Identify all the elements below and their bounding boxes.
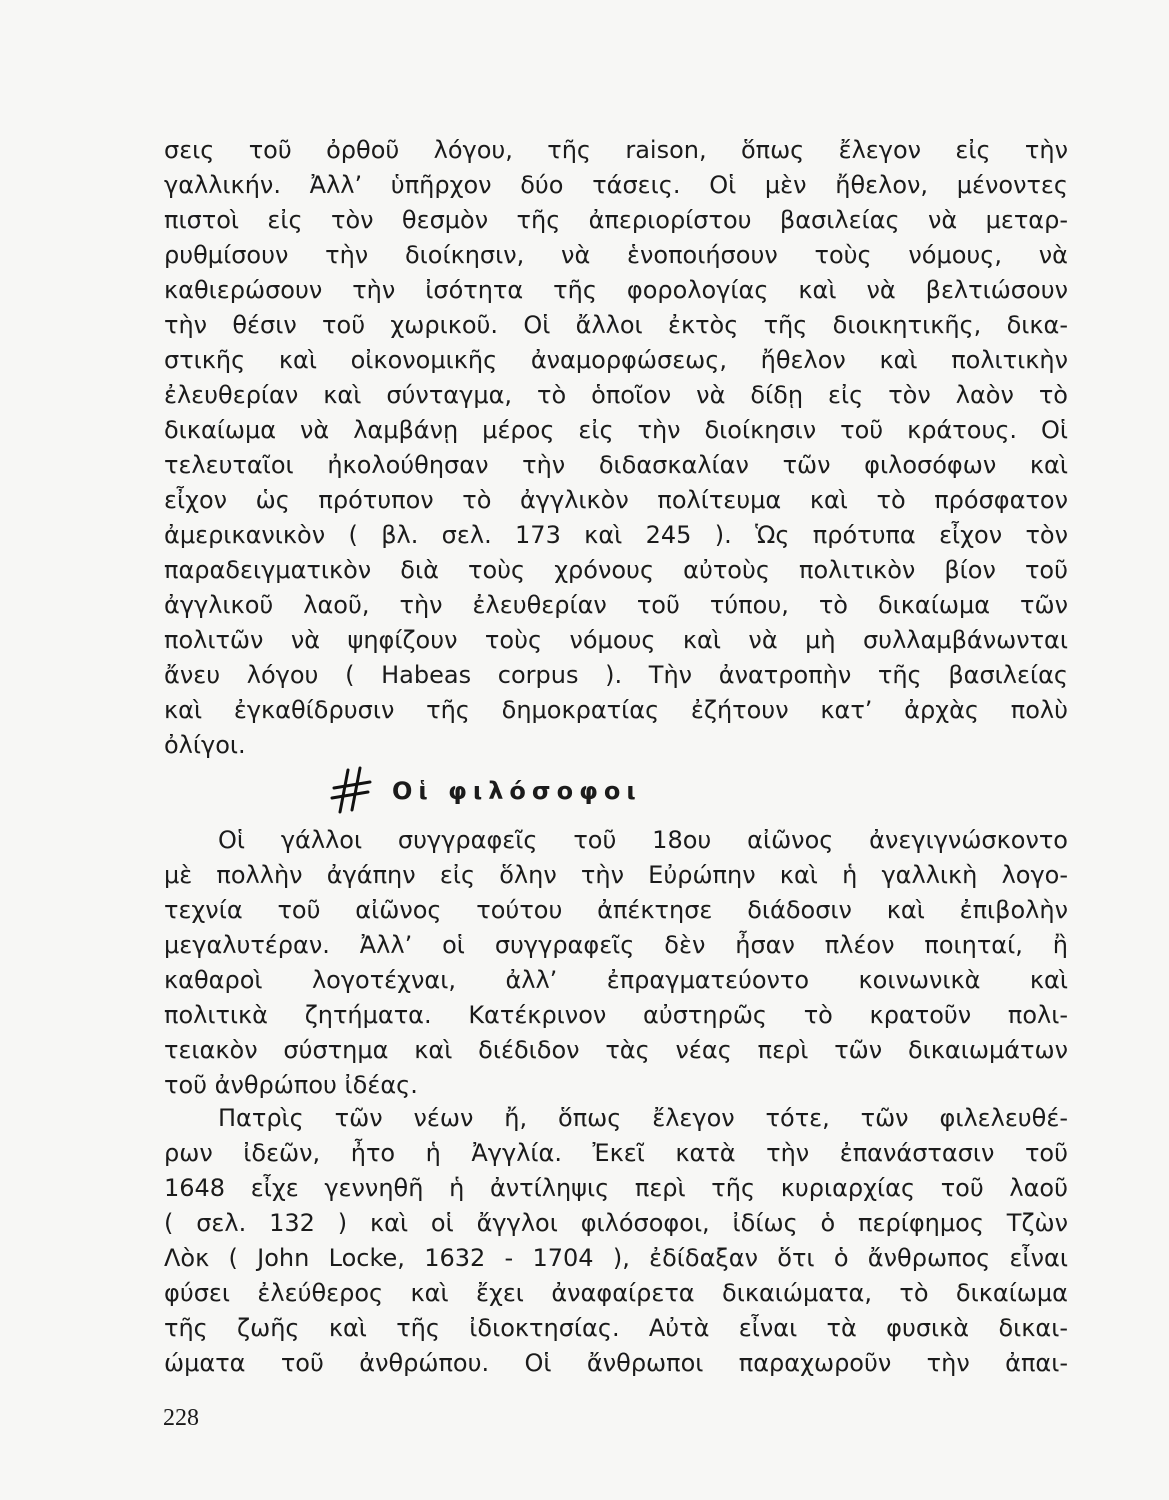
text-line: πολιτικὰ ζητήματα. Κατέκρινον αὐστηρῶς τὸ κρατοῦν πολι- (164, 1001, 1068, 1029)
hash-mark-icon (330, 766, 376, 816)
text-line: παραδειγματικὸν διὰ τοὺς χρόνους αὐτοὺς πολιτικὸν βίον τοῦ (164, 556, 1068, 584)
text-line: ἀμερικανικὸν ( βλ. σελ. 173 καὶ 245 ). Ὡς πρότυπα εἶχον τὸν (164, 521, 1068, 549)
section-heading (330, 766, 642, 816)
text-line: Πατρὶς τῶν νέων ἤ, ὅπως ἔλεγον τότε, τῶν φιλελευθέ- (218, 1104, 1068, 1132)
text-line: καθαροὶ λογοτέχναι, ἀλλ’ ἐπραγματεύοντο κοινωνικὰ καὶ (164, 966, 1068, 994)
text-line: 1648 εἶχε γεννηθῆ ἡ ἀντίληψις περὶ τῆς κυριαρχίας τοῦ λαοῦ (164, 1174, 1068, 1202)
text-line: ἄνευ λόγου ( Habeas corpus ). Τὴν ἀνατροπὴν τῆς βασιλείας (164, 661, 1068, 689)
text-line: ( σελ. 132 ) καὶ οἱ ἄγγλοι φιλόσοφοι, ἰδίως ὁ περίφημος Τζὼν (164, 1209, 1068, 1237)
text-line: πιστοὶ εἰς τὸν θεσμὸν τῆς ἀπεριορίστου βασιλείας νὰ μεταρ- (164, 206, 1068, 234)
text-line: φύσει ἐλεύθερος καὶ ἔχει ἀναφαίρετα δικαιώματα, τὸ δικαίωμα (164, 1279, 1068, 1307)
text-line: τελευταῖοι ἠκολούθησαν τὴν διδασκαλίαν τῶν φιλοσόφων καὶ (164, 451, 1068, 479)
text-line: ρων ἰδεῶν, ἦτο ἡ Ἀγγλία. Ἐκεῖ κατὰ τὴν ἐπανάστασιν τοῦ (164, 1139, 1068, 1167)
text-line: σεις τοῦ ὀρθοῦ λόγου, τῆς raison, ὅπως ἔλεγον εἰς τὴν (164, 136, 1068, 164)
text-line: ἐλευθερίαν καὶ σύνταγμα, τὸ ὁποῖον νὰ δίδῃ εἰς τὸν λαὸν τὸ (164, 381, 1068, 409)
text-line: ώματα τοῦ ἀνθρώπου. Οἱ ἄνθρωποι παραχωροῦν τὴν ἀπαι- (164, 1349, 1068, 1377)
text-line: εἶχον ὡς πρότυπον τὸ ἀγγλικὸν πολίτευμα καὶ τὸ πρόσφατον (164, 486, 1068, 514)
page-number: 228 (163, 1405, 199, 1431)
text-line: τοῦ ἀνθρώπου ἰδέας. (164, 1071, 418, 1099)
text-line: μεγαλυτέραν. Ἀλλ’ οἱ συγγραφεῖς δὲν ἦσαν πλέον ποιηταί, ἢ (164, 931, 1068, 959)
text-line: τεχνία τοῦ αἰῶνος τούτου ἀπέκτησε διάδοσιν καὶ ἐπιβολὴν (164, 896, 1068, 924)
section-title: Οἱ φιλόσοφοι (392, 777, 642, 805)
text-line: ρυθμίσουν τὴν διοίκησιν, νὰ ἑνοποιήσουν τοὺς νόμους, νὰ (164, 241, 1068, 269)
text-line: μὲ πολλὴν ἀγάπην εἰς ὅλην τὴν Εὐρώπην καὶ ἡ γαλλικὴ λογο- (164, 861, 1068, 889)
text-line: καθιερώσουν τὴν ἰσότητα τῆς φορολογίας καὶ νὰ βελτιώσουν (164, 276, 1068, 304)
text-line: Λὸκ ( John Locke, 1632 - 1704 ), ἐδίδαξαν ὅτι ὁ ἄνθρωπος εἶναι (164, 1244, 1068, 1272)
text-line: ὀλίγοι. (164, 731, 246, 759)
text-line: τὴν θέσιν τοῦ χωρικοῦ. Οἱ ἄλλοι ἐκτὸς τῆς διοικητικῆς, δικα- (164, 311, 1068, 339)
text-line: τῆς ζωῆς καὶ τῆς ἰδιοκτησίας. Αὐτὰ εἶναι τὰ φυσικὰ δικαι- (164, 1314, 1068, 1342)
text-line: δικαίωμα νὰ λαμβάνῃ μέρος εἰς τὴν διοίκησιν τοῦ κράτους. Οἱ (164, 416, 1068, 444)
text-line: πολιτῶν νὰ ψηφίζουν τοὺς νόμους καὶ νὰ μὴ συλλαμβάνωνται (164, 626, 1068, 654)
text-line: Οἱ γάλλοι συγγραφεῖς τοῦ 18ου αἰῶνος ἀνεγιγνώσκοντο (218, 826, 1068, 854)
text-line: γαλλικήν. Ἀλλ’ ὑπῆρχον δύο τάσεις. Οἱ μὲν ἤθελον, μένοντες (164, 171, 1068, 199)
text-line: τειακὸν σύστημα καὶ διέδιδον τὰς νέας περὶ τῶν δικαιωμάτων (164, 1036, 1068, 1064)
text-line: ἀγγλικοῦ λαοῦ, τὴν ἐλευθερίαν τοῦ τύπου, τὸ δικαίωμα τῶν (164, 591, 1068, 619)
text-line: στικῆς καὶ οἰκονομικῆς ἀναμορφώσεως, ἤθελον καὶ πολιτικὴν (164, 346, 1068, 374)
text-line: καὶ ἐγκαθίδρυσιν τῆς δημοκρατίας ἐζήτουν κατ’ ἀρχὰς πολὺ (164, 696, 1068, 724)
